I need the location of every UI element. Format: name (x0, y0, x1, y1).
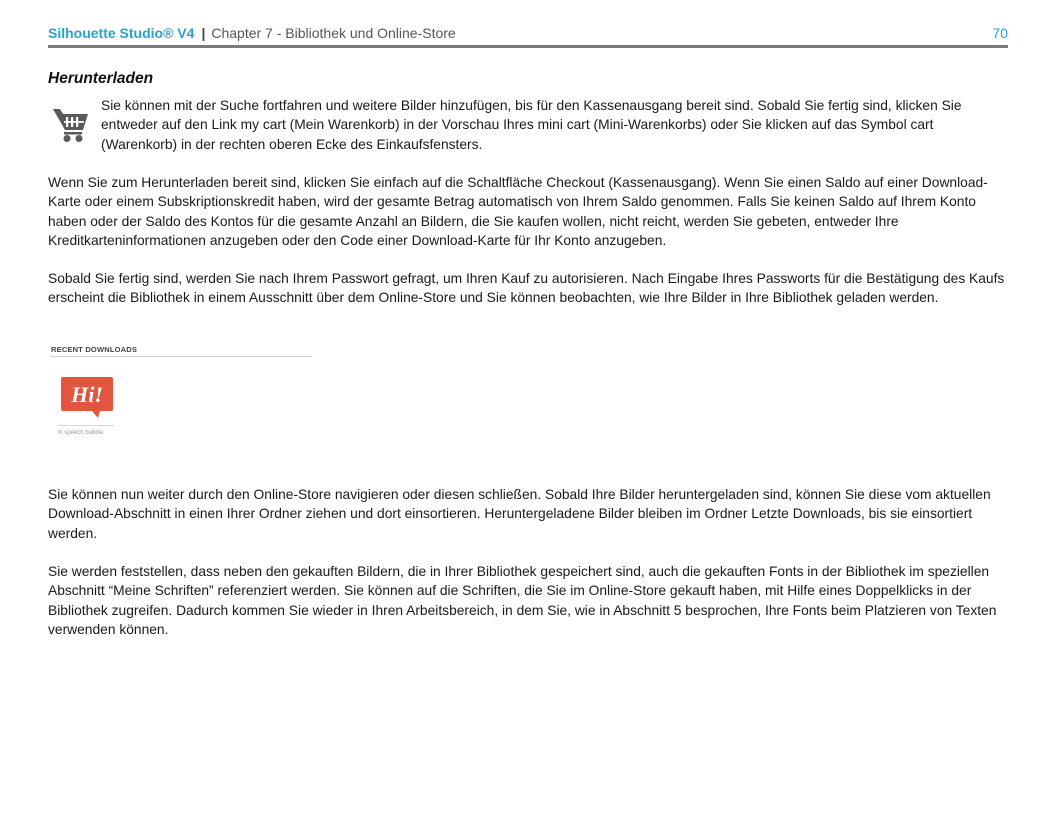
header-separator: | (201, 25, 206, 41)
page-number: 70 (992, 25, 1008, 41)
document-page (48, 0, 1008, 816)
paragraph-fonts: Sie werden feststellen, dass neben den gekauften Bildern, die in Ihrer Bibliothek gespeichert sind, auch die gekauften Fonts in der Bibliothek im speziellen Abschnitt “Meine Schriften” referenziert werden. Sie können auf die Schriften, die Sie im Online-Store gekauft haben, mit Hilfe eines Doppelklicks in der Bibliothek zugreifen. Dadurch kommen Sie wieder in Ihren Arbeitsbereich, in dem Sie, wie in Abschnitt 5 besprochen, Ihre Fonts beim Platzieren von Texten verwenden können. (48, 564, 997, 638)
chapter-title: Chapter 7 - Bibliothek und Online-Store (211, 25, 456, 41)
header-divider (48, 45, 1008, 48)
brand-title: Silhouette Studio® V4 (48, 25, 195, 41)
recent-downloads-panel (50, 345, 312, 445)
section-heading: Herunterladen (48, 70, 154, 87)
thumbnail-text: Hi! (71, 382, 103, 407)
paragraph-navigate: Sie können nun weiter durch den Online-Store navigieren oder diesen schließen. Sobald Ihre Bilder heruntergeladen sind, können Sie diese vom aktuellen Download-Abschnitt in einen Ihrer Ordner ziehen und dort einsortieren. Heruntergeladene Bilder bleiben im Ordner Letzte Downloads, bis sie einsortiert werden. (48, 487, 991, 541)
thumbnail-divider (58, 425, 114, 426)
hi-speech-bubble-thumbnail[interactable] (58, 375, 116, 423)
recent-downloads-divider (50, 356, 312, 357)
shopping-cart-icon (52, 104, 90, 144)
speech-bubble-tail (92, 411, 100, 418)
page-header (48, 22, 1008, 44)
recent-downloads-title: RECENT DOWNLOADS (51, 345, 138, 354)
paragraph-password: Sobald Sie fertig sind, werden Sie nach Ihrem Passwort gefragt, um Ihren Kauf zu autorisieren. Nach Eingabe Ihres Passworts für die Bestätigung des Kaufs erscheint die Bibliothek in einem Ausschnitt über dem Online-Store und Sie können beobachten, wie Ihre Bilder in Ihre Bibliothek geladen werden. (48, 271, 1005, 306)
paragraph-cart-intro: Sie können mit der Suche fortfahren und weitere Bilder hinzufügen, bis für den Kassenausgang bereit sind. Sobald Sie fertig sind, klicken Sie entweder auf den Link my cart (Mein Warenkorb) in der Vorschau Ihres mini cart (Mini-Warenkorbs) oder Sie klicken auf das Symbol cart (Warenkorb) in der rechten oberen Ecke des Einkaufsfensters. (101, 98, 962, 152)
paragraph-checkout: Wenn Sie zum Herunterladen bereit sind, klicken Sie einfach auf die Schaltfläche Checkout (Kassenausgang). Wenn Sie einen Saldo auf einer Download-Karte oder einem Subskriptionskredit haben, wird der gesamte Betrag automatisch von Ihrem Saldo genommen. Falls Sie keinen Saldo auf Ihrem Konto haben oder der Saldo des Kontos für die gesamte Anzahl an Bildern, die Sie kaufen wollen, nicht reicht, werden Sie gebeten, entweder Ihre Kreditkarteninformationen anzugeben oder den Code einer Download-Karte für Ihr Konto anzugeben. (48, 175, 988, 249)
thumbnail-caption: hi speech bubble (58, 430, 104, 436)
